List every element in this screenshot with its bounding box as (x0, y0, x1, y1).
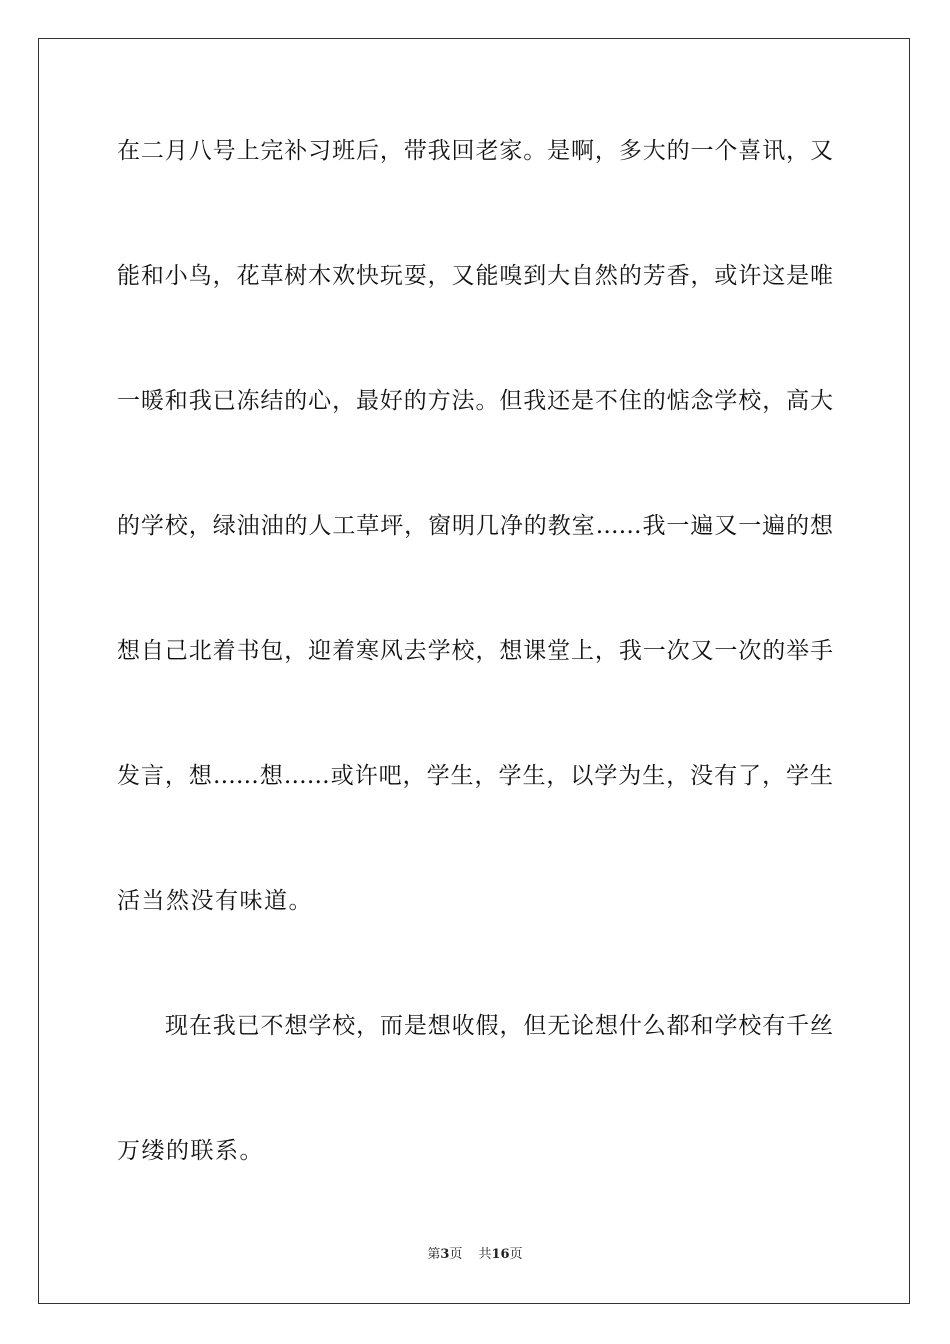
page-frame (38, 38, 910, 1304)
body-line-1: 在二月八号上完补习班后，带我回老家。是啊，多大的一个喜讯，又 (117, 138, 833, 164)
body-line-2: 能和小鸟，花草树木欢快玩耍，又能嗅到大自然的芳香，或许这是唯 (117, 263, 833, 289)
paragraph-2-line-1: 现在我已不想学校，而是想收假，但无论想什么都和学校有千丝 (165, 1013, 833, 1039)
body-line-3: 一暖和我已冻结的心，最好的方法。但我还是不住的惦念学校，高大 (117, 388, 833, 414)
page-footer (0, 1246, 950, 1264)
paragraph-2-line-2: 万缕的联系。 (117, 1138, 264, 1164)
page-number: 3 (440, 1247, 450, 1262)
page-suffix: 页 (449, 1247, 463, 1262)
body-line-7: 活当然没有味道。 (117, 888, 313, 914)
body-line-5: 想自己北着书包，迎着寒风去学校，想课堂上，我一次又一次的举手 (117, 638, 833, 664)
total-suffix: 页 (509, 1247, 523, 1262)
page-prefix: 第 (427, 1247, 441, 1262)
total-prefix: 共 (478, 1247, 492, 1262)
body-line-6: 发言，想……想……或许吧，学生，学生，以学为生，没有了，学生 (117, 763, 833, 789)
total-pages: 16 (491, 1247, 510, 1262)
body-line-4: 的学校，绿油油的人工草坪，窗明几净的教室……我一遍又一遍的想 (117, 513, 833, 539)
